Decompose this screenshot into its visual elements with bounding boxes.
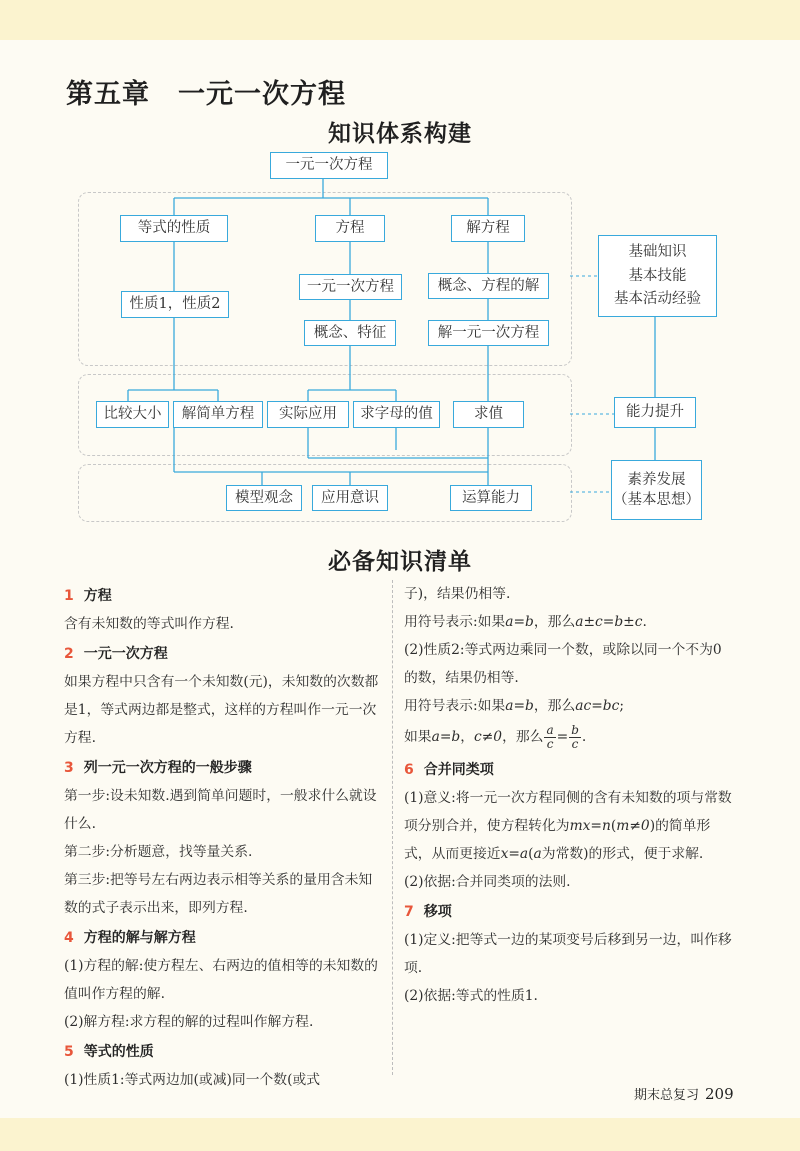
property-one-symbol: 用符号表示:如果a=b，那么a±c=b±c. [404, 614, 647, 630]
property-one-cont: 子)，结果仍相等. [404, 586, 511, 602]
node-solve-linear-equation: 解一元一次方程 [428, 320, 549, 346]
basic-skills: 基本技能 [628, 267, 687, 284]
property-two: (2)性质2:等式两边乘同一个数，或除以同一个不为0的数，结果仍相等. [404, 642, 722, 686]
def-equation: 含有未知数的等式叫作方程. [64, 616, 234, 632]
step-two: 第二步:分析题意，找等量关系. [64, 844, 253, 860]
node-concept-solution: 概念、方程的解 [428, 273, 549, 299]
property-two-division: 如果a=b，c≠0，那么 $\frac{a}{c}$ = $\frac{b}{c}$ . [404, 723, 587, 751]
node-application-awareness: 应用意识 [312, 485, 388, 511]
node-ability-improvement: 能力提升 [614, 397, 696, 428]
node-root-linear-equation: 一元一次方程 [270, 152, 388, 179]
page-footer [634, 1084, 734, 1103]
combine-meaning: (1)意义:将一元一次方程同侧的含有未知数的项与常数项分别合并，使方程转化为mx=n(m≠0)的简单形式，从而更接近x=a(a为常数)的形式，便于求解. [404, 790, 732, 862]
node-practical-application: 实际应用 [267, 401, 349, 428]
basic-knowledge: 基础知识 [628, 244, 687, 261]
heading-solution: 4 方程的解与解方程 [64, 930, 196, 946]
node-equation: 方程 [315, 215, 385, 242]
heading-transposition: 7 移项 [404, 904, 452, 920]
combine-basis: (2)依据:合并同类项的法则. [404, 874, 571, 890]
left-column [64, 580, 380, 1094]
heading-combine-like-terms: 6 合并同类项 [404, 762, 494, 778]
step-one: 第一步:设未知数.遇到简单问题时，一般求什么就设什么. [64, 788, 377, 832]
node-linear-equation: 一元一次方程 [299, 274, 402, 300]
def-linear-equation: 如果方程中只含有一个未知数(元)，未知数的次数都是1，等式两边都是整式，这样的方程叫作一元一次方程. [64, 674, 379, 746]
def-solving: (2)解方程:求方程的解的过程叫作解方程. [64, 1014, 314, 1030]
chapter-title: 第五章 一元一次方程 [66, 79, 346, 110]
node-literacy-development [611, 460, 702, 520]
node-find-value: 求值 [453, 401, 524, 428]
footer-label: 期末总复习 [634, 1088, 700, 1103]
heading-equality-properties: 5 等式的性质 [64, 1044, 154, 1060]
node-concept-feature: 概念、特征 [304, 320, 396, 346]
node-properties-1-2: 性质1，性质2 [121, 291, 229, 318]
page-number: 209 [705, 1085, 734, 1103]
heading-equation: 1 方程 [64, 588, 112, 604]
property-two-symbol: 用符号表示:如果a=b，那么ac=bc; [404, 698, 624, 714]
node-solve-simple-equation: 解简单方程 [173, 401, 263, 428]
section-title-knowledge-list: 必备知识清单 [328, 548, 472, 575]
property-one: (1)性质1:等式两边加(或减)同一个数(或式 [64, 1072, 321, 1088]
step-three: 第三步:把等号左右两边表示相等关系的量用含未知数的式子表示出来，即列方程. [64, 872, 373, 916]
heading-linear-equation: 2 一元一次方程 [64, 646, 168, 662]
transposition-basis: (2)依据:等式的性质1. [404, 988, 538, 1004]
column-divider [392, 580, 393, 1075]
node-model-concept: 模型观念 [226, 485, 302, 511]
heading-general-steps: 3 列一元一次方程的一般步骤 [64, 760, 252, 776]
def-solution: (1)方程的解:使方程左、右两边的值相等的未知数的值叫作方程的解. [64, 958, 378, 1002]
node-computing-ability: 运算能力 [450, 485, 532, 511]
section-title-knowledge-system: 知识体系构建 [328, 120, 472, 147]
literacy-development: 素养发展 [627, 471, 686, 488]
basic-activity-experience: 基本活动经验 [614, 291, 701, 308]
node-equality-properties: 等式的性质 [120, 215, 228, 242]
transposition-definition: (1)定义:把等式一边的某项变号后移到另一边，叫作移项. [404, 932, 732, 976]
node-basic-knowledge-skills [598, 235, 717, 317]
node-find-letter-value: 求字母的值 [353, 401, 440, 428]
node-compare-size: 比较大小 [96, 401, 169, 428]
bottom-band [0, 1118, 800, 1151]
node-solve-equation: 解方程 [451, 215, 525, 242]
basic-thought: （基本思想） [613, 492, 700, 508]
right-column [404, 580, 734, 1010]
